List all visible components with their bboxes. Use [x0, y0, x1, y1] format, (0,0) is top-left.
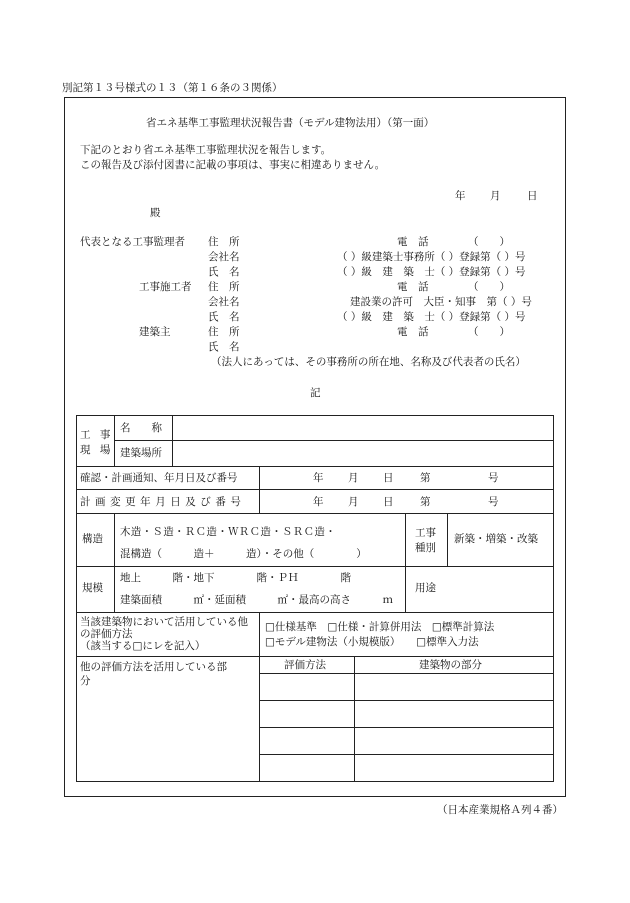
change-go: 号 [488, 496, 499, 508]
supervisor-label: 代表となる工事監理者 [80, 236, 185, 248]
work-type-value: 新築・増築・改築 [454, 533, 538, 545]
date-year: 年 [455, 190, 466, 202]
confirm-year: 年 [313, 472, 324, 484]
intro-line-1: 下記のとおり省エネ基準工事監理状況を報告します。 [80, 144, 332, 156]
col-method-header: 評価方法 [284, 659, 326, 671]
intro-line-2: この報告及び添付図書に記載の事項は、事実に相違ありません。 [80, 159, 386, 171]
supervisor-phone: 電 話 [397, 236, 429, 248]
date-day: 日 [527, 190, 538, 202]
owner-name: 氏 名 [208, 341, 240, 353]
contractor-architect-reg: （ ）級 建 築 士（ ）登録第（ ）号 [337, 311, 526, 323]
supervisor-office-reg: （ ）級建築士事務所（ ）登録第（ ）号 [337, 251, 526, 263]
contractor-phone-blank: （ ） [468, 281, 510, 293]
eval-options-2: □モデル建物法（小規模版） □標準入力法 [265, 636, 479, 648]
structure-line-1: 木造・Ｓ造・ＲＣ造・ＷＲＣ造・ＳＲＣ造・ [120, 526, 336, 538]
confirm-month: 月 [348, 472, 359, 484]
supervisor-address: 住 所 [208, 236, 240, 248]
change-year: 年 [313, 496, 324, 508]
contractor-address: 住 所 [208, 281, 240, 293]
ki-mark: 記 [310, 387, 321, 399]
contractor-license: 建設業の許可 大臣・知事 第（ ）号 [350, 296, 532, 308]
change-month: 月 [348, 496, 359, 508]
eval-options-1: □仕様基準 □仕様・計算併用法 □標準計算法 [265, 621, 495, 633]
owner-label: 建築主 [139, 326, 171, 338]
site-location-label: 建築場所 [120, 447, 162, 459]
supervisor-phone-blank: （ ） [468, 236, 510, 248]
confirm-label: 確認・計画通知、年月日及び番号 [80, 472, 238, 484]
confirm-go: 号 [488, 472, 499, 484]
owner-phone-blank: （ ） [468, 326, 510, 338]
eval-label: 当該建築物において活用している他の評価方法 （該当する□にレを記入） [80, 616, 248, 652]
other-label: 他の評価方法を活用している部 分 [80, 661, 227, 687]
structure-label: 構造 [82, 533, 103, 545]
scale-line-1: 地上 階・地下 階・ＰＨ 階 [120, 572, 351, 584]
change-dai: 第 [420, 496, 431, 508]
change-day: 日 [383, 496, 394, 508]
footer-note: （日本産業規格Ａ列４番） [437, 804, 563, 816]
confirm-dai: 第 [420, 472, 431, 484]
supervisor-architect-reg: （ ）級 建 築 士（ ）登録第（ ）号 [337, 266, 526, 278]
structure-line-2: 混構造（ 造＋ 造）・その他（ ） [120, 548, 367, 560]
site-name-label: 名 称 [120, 422, 162, 434]
use-label: 用途 [415, 582, 436, 594]
form-title: 省エネ基準工事監理状況報告書（モデル建物法用）（第一面） [146, 117, 435, 129]
work-type-label: 工事 種別 [415, 527, 436, 554]
contractor-label: 工事施工者 [139, 281, 192, 293]
supervisor-company: 会社名 [208, 251, 240, 263]
corp-note: （法人にあっては、その事務所の所在地、名称及び代表者の氏名） [211, 356, 526, 368]
date-month: 月 [490, 190, 501, 202]
site-label: 工 事 現 場 [80, 429, 114, 456]
form-ref: 別記第１３号様式の１３（第１６条の３関係） [62, 82, 283, 94]
confirm-day: 日 [383, 472, 394, 484]
scale-label: 規模 [82, 582, 103, 594]
scale-line-2: 建築面積 ㎡・延面積 ㎡・最高の高さ ｍ [120, 594, 393, 606]
owner-phone: 電 話 [397, 326, 429, 338]
contractor-name: 氏 名 [208, 311, 240, 323]
addressee: 殿 [150, 207, 161, 219]
change-label: 計 画 変 更 年 月 日 及 び 番 号 [80, 496, 242, 508]
contractor-company: 会社名 [208, 296, 240, 308]
supervisor-name: 氏 名 [208, 266, 240, 278]
col-part-header: 建築物の部分 [419, 659, 482, 671]
contractor-phone: 電 話 [397, 281, 429, 293]
owner-address: 住 所 [208, 326, 240, 338]
